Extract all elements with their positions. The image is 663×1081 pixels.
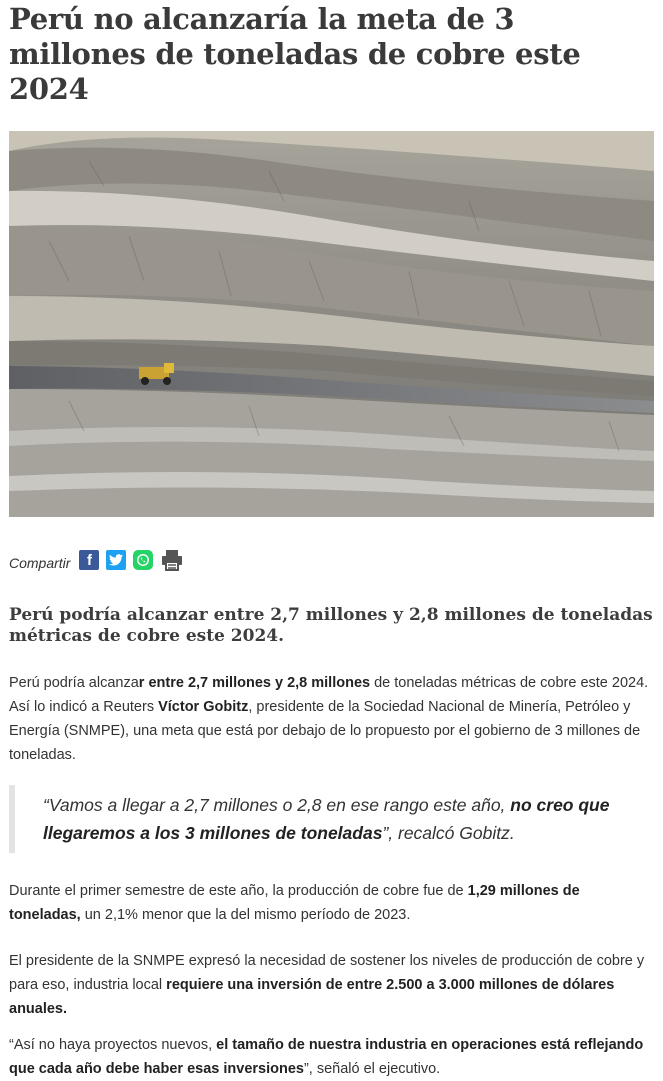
text: de toneladas métricas de cobre este 2024. Así lo indicó a Reuters (9, 675, 649, 715)
bold-text: el tamaño de nuestra industria en operaciones está reflejando que cada año debe haber esas inversiones (9, 1037, 644, 1077)
paragraph-1 (9, 671, 655, 767)
text: El presidente de la SNMPE expresó la necesidad de sostener los niveles de producción de cobre y para eso, industria local (9, 953, 645, 993)
text: ”, señaló el ejecutivo. (303, 1061, 441, 1077)
share-bar (9, 547, 655, 573)
article-subheadline: Perú podría alcanzar entre 2,7 millones y 2,8 millones de toneladas métricas de cobre este 2024. (9, 605, 653, 646)
mine-illustration (9, 131, 654, 517)
pull-quote (9, 785, 655, 853)
facebook-icon[interactable]: f (79, 550, 99, 570)
article (0, 2, 663, 1081)
text: “Así no haya proyectos nuevos, (9, 1037, 217, 1053)
text: Perú podría alcanza (9, 675, 139, 691)
text: un 2,1% menor que la del mismo período de 2023. (80, 907, 411, 923)
quote-bold-text: no creo que llegaremos a los 3 millones de toneladas (43, 795, 610, 843)
print-icon[interactable] (160, 548, 184, 572)
text: Durante el primer semestre de este año, la producción de cobre fue de (9, 883, 468, 899)
bold-text-person: Víctor Gobitz (158, 699, 249, 715)
bold-text: 1,29 millones de toneladas, (9, 883, 580, 923)
bold-text: r entre 2,7 millones y 2,8 millones (138, 675, 371, 691)
quote-text: ”, recalcó Gobitz. (382, 823, 515, 843)
paragraph-2 (9, 879, 655, 927)
bold-text: requiere una inversión de entre 2.500 a 3.000 millones de dólares anuales. (9, 977, 615, 1017)
paragraph-3 (9, 949, 655, 1021)
text: , presidente de la Sociedad Nacional de Minería, Petróleo y Energía (SNMPE), una meta que está por debajo de lo propuesto por el gobierno de 3 millones de toneladas. (9, 699, 641, 763)
paragraph-4 (9, 1033, 655, 1081)
whatsapp-icon[interactable] (133, 550, 153, 570)
article-headline: Perú no alcanzaría la meta de 3 millones de toneladas de cobre este 2024 (9, 2, 581, 106)
share-label: Compartir (9, 555, 71, 571)
twitter-icon[interactable] (106, 550, 126, 570)
hero-image-open-pit-mine (9, 131, 654, 517)
quote-text: “Vamos a llegar a 2,7 millones o 2,8 en ese rango este año, (43, 795, 511, 815)
